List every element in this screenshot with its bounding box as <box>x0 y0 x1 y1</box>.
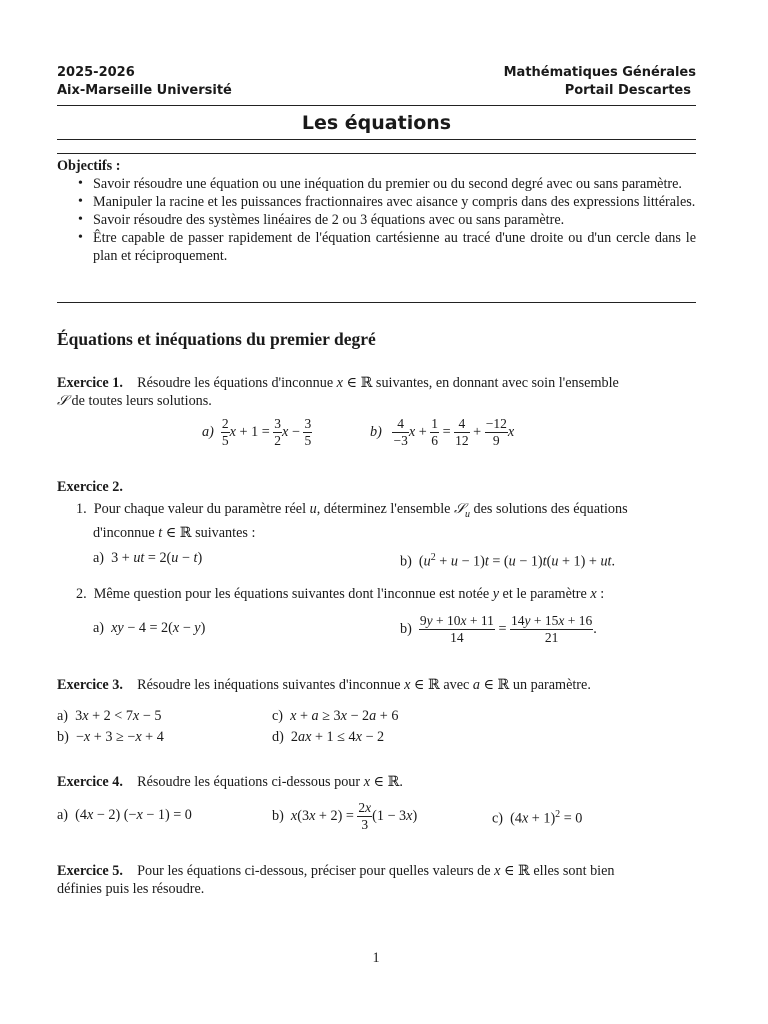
equation-2-1a: a) 3 + ut = 2(u − t) <box>93 550 203 566</box>
exercise-2-part-2: 2. Même question pour les équations suivantes dont l'inconnue est notée y et le paramètre x : <box>76 586 605 602</box>
exercise-text: , déterminez l'ensemble <box>316 501 451 517</box>
exercise-text: suivantes : <box>195 524 256 541</box>
inequation-3a: a) 3x + 2 < 7x − 5 <box>57 708 162 724</box>
exercise-label: Exercice 1. <box>57 375 123 391</box>
exercise-label: Exercice 3. <box>57 677 123 693</box>
exercise-2-part-1: 1. Pour chaque valeur du paramètre réel u, déterminez l'ensemble 𝒮$_u$ des solutions des équations d'inconnue t ∈ ℝ suivantes : <box>76 501 628 541</box>
equation-2-2a: a) xy − 4 = 2(x − y) <box>93 620 206 636</box>
exercise-text: d'inconnue <box>93 524 155 541</box>
equation-1a: a) $\frac{2}{5}$ x + 1 = $\frac{3}{2}$ x − $\frac{3}{5}$ <box>202 416 312 448</box>
objectives-list <box>57 175 696 265</box>
header-year: 2025-2026 <box>57 65 135 80</box>
exercise-label: Exercice 4. <box>57 774 123 790</box>
exercise-text: avec <box>443 677 470 693</box>
equation-4b: b) x(3x + 2) = $\frac{2x}{3}$ (1 − 3x) <box>272 800 418 832</box>
equation-4a: a) (4x − 2) (−x − 1) = 0 <box>57 807 192 823</box>
exercise-label: Exercice 5. <box>57 863 123 879</box>
exercise-text: des solutions des équations <box>473 501 628 517</box>
equation-1b: b) $\frac{4}{-3}$ x + $\frac{1}{6}$ = $\frac{4}{12}$ + $\frac{-12}{9}$ x <box>370 416 515 448</box>
item-label: a) <box>202 423 214 440</box>
inequation-3c: c) x + a ≥ 3x − 2a + 6 <box>272 708 399 724</box>
exercise-text: suivantes, en donnant avec soin l'ensemble <box>375 375 619 391</box>
exercise-3: Exercice 3. Résoudre les inéquations suivantes d'inconnue x ∈ ℝ avec a ∈ ℝ un paramètre. <box>57 677 591 693</box>
item-number: 2. <box>76 586 87 602</box>
exercise-label: Exercice 2. <box>57 479 123 495</box>
exercise-text: Résoudre les équations ci-dessous pour <box>137 774 361 790</box>
equation-2-2b: b) $\frac{9y + 10x + 11}{14}$ = $\frac{14y + 15x + 16}{21}$ . <box>400 613 597 645</box>
exercise-text: elles sont bien <box>533 863 615 879</box>
exercise-text: Résoudre les inéquations suivantes d'inconnue <box>137 677 401 693</box>
exercise-5: Exercice 5. Pour les équations ci-dessous, préciser pour quelles valeurs de x ∈ ℝ elles sont bien définies puis les résoudre. <box>57 863 615 897</box>
exercise-text: définies puis les résoudre. <box>57 881 205 897</box>
item-label: b) <box>370 423 382 440</box>
page-number: 1 <box>372 950 380 966</box>
exercise-text: Même question pour les équations suivantes dont l'inconnue est notée <box>93 586 490 602</box>
rule <box>57 302 696 303</box>
equation-2-1b: b) $(u^2 + u - 1)t = (u - 1)t(u + 1)$ + ut. <box>400 552 616 570</box>
exercise-text: Pour chaque valeur du paramètre réel <box>93 501 307 517</box>
inequation-3d: d) 2ax + 1 ≤ 4x − 2 <box>272 729 385 745</box>
exercise-4: Exercice 4. Résoudre les équations ci-dessous pour x ∈ ℝ. <box>57 774 403 790</box>
header-portal: Portail Descartes <box>564 83 691 98</box>
header-university: Aix-Marseille Université <box>57 83 232 98</box>
list-item: • Être capable de passer rapidement de l'équation cartésienne au tracé d'une droite ou d'un cercle dans le plan et réciproquement. <box>57 229 696 265</box>
list-item: • Savoir résoudre une équation ou une inéquation du premier ou du second degré avec ou sans paramètre. <box>57 175 696 193</box>
exercise-text: et le paramètre <box>502 586 587 602</box>
list-item: • Manipuler la racine et les puissances fractionnaires avec aisance y compris dans des expressions littérales. <box>57 193 696 211</box>
rule <box>57 153 696 154</box>
objectives-label: Objectifs : <box>57 158 121 174</box>
exercise-text: Résoudre les équations d'inconnue <box>137 375 334 391</box>
rule <box>57 139 696 140</box>
page-title: Les équations <box>301 112 452 134</box>
exercise-text: un paramètre. <box>512 677 591 693</box>
list-item: • Savoir résoudre des systèmes linéaires de 2 ou 3 équations avec ou sans paramètre. <box>57 211 696 229</box>
exercise-text: Pour les équations ci-dessous, préciser pour quelles valeurs de <box>137 863 491 879</box>
rule <box>57 105 696 106</box>
inequation-3b: b) −x + 3 ≥ −x + 4 <box>57 729 164 745</box>
equation-4c: c) $(4x + 1)^2 = 0$ <box>492 809 583 827</box>
item-number: 1. <box>76 501 87 517</box>
exercise-text: de toutes leurs solutions. <box>71 393 212 409</box>
header-course: Mathématiques Générales <box>503 65 696 80</box>
section-heading: Équations et inéquations du premier degré <box>57 329 376 349</box>
objectives-block <box>57 157 696 265</box>
exercise-1: Exercice 1. Résoudre les équations d'inconnue x ∈ ℝ suivantes, en donnant avec soin l'ensemble 𝒮 de toutes leurs solutions. <box>57 375 619 409</box>
exercise-text: : <box>600 586 605 602</box>
